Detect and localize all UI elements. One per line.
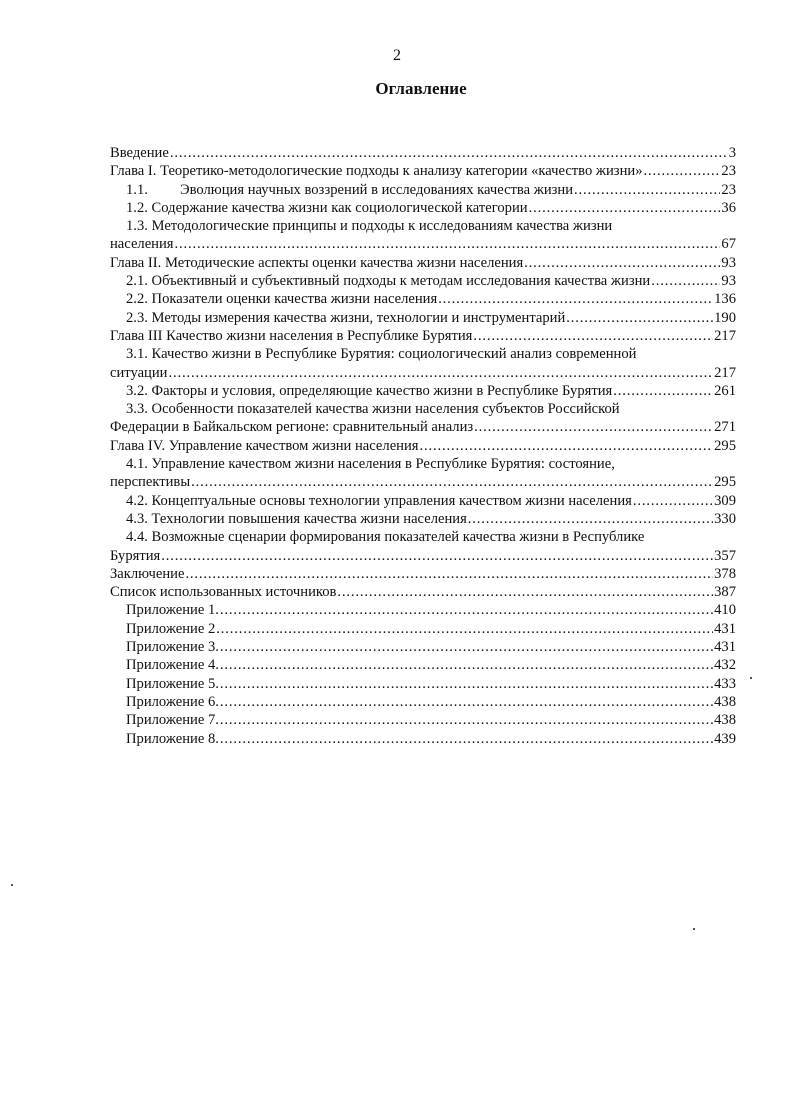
- toc-entry-title: Приложение 2: [126, 620, 216, 637]
- dot-leader: [191, 473, 713, 491]
- toc-section-entry[interactable]: [110, 400, 736, 437]
- toc-section-entry[interactable]: [110, 510, 736, 528]
- dot-leader: [220, 711, 713, 729]
- toc-section-entry[interactable]: [110, 730, 736, 748]
- toc-title: Оглавление: [375, 79, 467, 98]
- dot-leader: [633, 492, 713, 510]
- toc-section-entry[interactable]: [110, 345, 736, 382]
- dot-leader: [220, 638, 713, 656]
- toc-entry-page-number: 217: [714, 364, 736, 381]
- dot-leader: [337, 583, 713, 601]
- toc-entry-title: Приложение 1.: [126, 602, 219, 619]
- toc-entry-title: Приложение 3.: [126, 639, 219, 656]
- toc-entry-title: Приложение 7.: [126, 712, 219, 729]
- toc-entry-title: 2.3. Методы измерения качества жизни, технологии и инструментарий: [126, 309, 566, 326]
- dot-leader: [438, 290, 713, 308]
- toc-entry-page-number: 271: [714, 419, 736, 436]
- toc-entry-page-number: 93: [721, 254, 736, 271]
- toc-entry-page-number: 431: [714, 620, 736, 637]
- dot-leader: [161, 547, 713, 565]
- dot-leader: [524, 254, 720, 272]
- toc-entry-title-line: 3.3. Особенности показателей качества жизни населения субъектов Российской: [126, 401, 620, 418]
- toc-entry-page-number: 295: [714, 474, 736, 491]
- toc-entry-title: Приложение 8.: [126, 730, 219, 747]
- toc-chapter-entry[interactable]: [110, 583, 736, 601]
- dot-leader: [220, 601, 713, 619]
- toc-chapter-entry[interactable]: [110, 565, 736, 583]
- toc-entry-page-number: 261: [714, 382, 736, 399]
- dot-leader: [613, 382, 713, 400]
- toc-entry-title: 3.2. Факторы и условия, определяющие качество жизни в Республике Бурятия: [126, 382, 613, 399]
- toc-entry-title: Бурятия: [110, 547, 161, 564]
- toc-entry-title: перспективы: [110, 474, 191, 491]
- toc-entry-page-number: 136: [714, 291, 736, 308]
- toc-section-entry[interactable]: [110, 711, 736, 729]
- toc-section-entry[interactable]: [110, 656, 736, 674]
- dot-leader: [566, 309, 713, 327]
- toc-chapter-entry[interactable]: [110, 437, 736, 455]
- toc-entry-page-number: 295: [714, 437, 736, 454]
- toc-entry-title: Приложение 6.: [126, 693, 219, 710]
- toc-entry-title: Введение: [110, 145, 169, 161]
- dot-leader: [216, 620, 713, 638]
- toc-entry-page-number: 217: [714, 327, 736, 344]
- toc-entry-title: Глава IV. Управление качеством жизни населения: [110, 437, 419, 454]
- toc-entry-title: 4.3. Технологии повышения качества жизни населения: [126, 510, 467, 527]
- toc-entry-title-line: 3.1. Качество жизни в Республике Бурятия: социологический анализ современной: [126, 346, 637, 363]
- toc-entry-page-number: 357: [714, 547, 736, 564]
- dot-leader: [651, 272, 720, 290]
- scan-speck: [11, 884, 13, 886]
- dot-leader: [185, 565, 713, 583]
- toc-entry-page-number: 431: [714, 639, 736, 656]
- scan-speck: [693, 928, 695, 930]
- toc-entry-title-line: 4.1. Управление качеством жизни населения в Республике Бурятия: состояние,: [126, 456, 615, 473]
- dot-leader: [220, 730, 713, 748]
- toc-chapter-entry[interactable]: [110, 162, 736, 180]
- toc-entry-title: Глава I. Теоретико-методологические подходы к анализу категории «качество жизни»: [110, 163, 643, 180]
- toc-section-entry[interactable]: [110, 528, 736, 565]
- dot-leader: [574, 181, 720, 199]
- toc-section-entry[interactable]: [110, 638, 736, 656]
- dot-leader: [170, 144, 728, 162]
- toc-entry-title: Приложение 5.: [126, 675, 219, 692]
- toc-section-entry[interactable]: [110, 309, 736, 327]
- toc-entry-page-number: 378: [714, 565, 736, 582]
- toc-entry-title: 4.2. Концептуальные основы технологии управления качеством жизни населения: [126, 492, 632, 509]
- toc-entry-page-number: 439: [714, 730, 736, 747]
- toc-section-entry[interactable]: [110, 693, 736, 711]
- dot-leader: [220, 675, 713, 693]
- dot-leader: [175, 235, 721, 253]
- toc-entry-title-line: 1.3. Методологические принципы и подходы к исследованиям качества жизни: [126, 218, 613, 235]
- dot-leader: [529, 199, 721, 217]
- toc-entry-title: 2.2. Показатели оценки качества жизни населения: [126, 291, 438, 308]
- dot-leader: [220, 693, 713, 711]
- toc-entry-page-number: 36: [721, 199, 736, 216]
- toc-entry-page-number: 67: [721, 236, 736, 253]
- toc-chapter-entry[interactable]: [110, 327, 736, 345]
- toc-section-entry[interactable]: [110, 382, 736, 400]
- toc-section-entry[interactable]: [110, 455, 736, 492]
- toc-chapter-entry[interactable]: [110, 144, 736, 162]
- toc-entry-page-number: 438: [714, 693, 736, 710]
- toc-entry-title: 1.2. Содержание качества жизни как социологической категории: [126, 199, 528, 216]
- toc-entry-title: Глава III Качество жизни населения в Республике Бурятия: [110, 327, 473, 344]
- toc-entry-title: 2.1. Объективный и субъективный подходы к методам исследования качества жизни: [126, 273, 651, 290]
- toc-section-entry[interactable]: [110, 290, 736, 308]
- toc-entry-page-number: 433: [714, 675, 736, 692]
- toc-entry-page-number: 309: [714, 492, 736, 509]
- page-number: 2: [393, 47, 401, 64]
- toc-entry-title: населения: [110, 236, 174, 253]
- table-of-contents: [110, 144, 736, 748]
- dot-leader: [473, 327, 713, 345]
- toc-section-entry[interactable]: [110, 601, 736, 619]
- toc-section-entry[interactable]: [110, 492, 736, 510]
- toc-entry-page-number: 432: [714, 657, 736, 674]
- toc-section-entry[interactable]: [110, 675, 736, 693]
- dot-leader: [474, 418, 713, 436]
- dot-leader: [420, 437, 714, 455]
- toc-section-entry[interactable]: [110, 181, 736, 199]
- toc-section-entry[interactable]: [110, 272, 736, 290]
- toc-entry-title: Приложение 4.: [126, 657, 219, 674]
- toc-entry-title: Список использованных источников: [110, 584, 337, 601]
- toc-entry-title: Глава II. Методические аспекты оценки качества жизни населения: [110, 254, 524, 271]
- toc-entry-page-number: 410: [714, 602, 736, 619]
- dot-leader: [220, 656, 713, 674]
- toc-entry-title: Эволюция научных воззрений в исследованиях качества жизни: [180, 181, 574, 198]
- toc-entry-page-number: 23: [721, 181, 736, 198]
- toc-entry-page-number: 190: [714, 309, 736, 326]
- dot-leader: [168, 364, 713, 382]
- toc-entry-number: 1.1.: [126, 181, 148, 198]
- toc-entry-page-number: 3: [728, 145, 736, 161]
- toc-entry-page-number: 387: [714, 584, 736, 601]
- toc-entry-title: ситуации: [110, 364, 168, 381]
- dot-leader: [644, 162, 721, 180]
- toc-section-entry[interactable]: [110, 199, 736, 217]
- dot-leader: [468, 510, 713, 528]
- toc-entry-page-number: 330: [714, 510, 736, 527]
- toc-entry-title-line: 4.4. Возможные сценарии формирования показателей качества жизни в Республике: [126, 529, 645, 546]
- toc-entry-title: Заключение: [110, 565, 185, 582]
- toc-section-entry[interactable]: [110, 217, 736, 254]
- toc-entry-title: Федерации в Байкальском регионе: сравнительный анализ: [110, 419, 474, 436]
- toc-entry-page-number: 93: [721, 273, 736, 290]
- toc-entry-page-number: 23: [721, 163, 736, 180]
- toc-entry-page-number: 438: [714, 712, 736, 729]
- toc-chapter-entry[interactable]: [110, 254, 736, 272]
- toc-section-entry[interactable]: [110, 620, 736, 638]
- scan-speck: [750, 677, 752, 679]
